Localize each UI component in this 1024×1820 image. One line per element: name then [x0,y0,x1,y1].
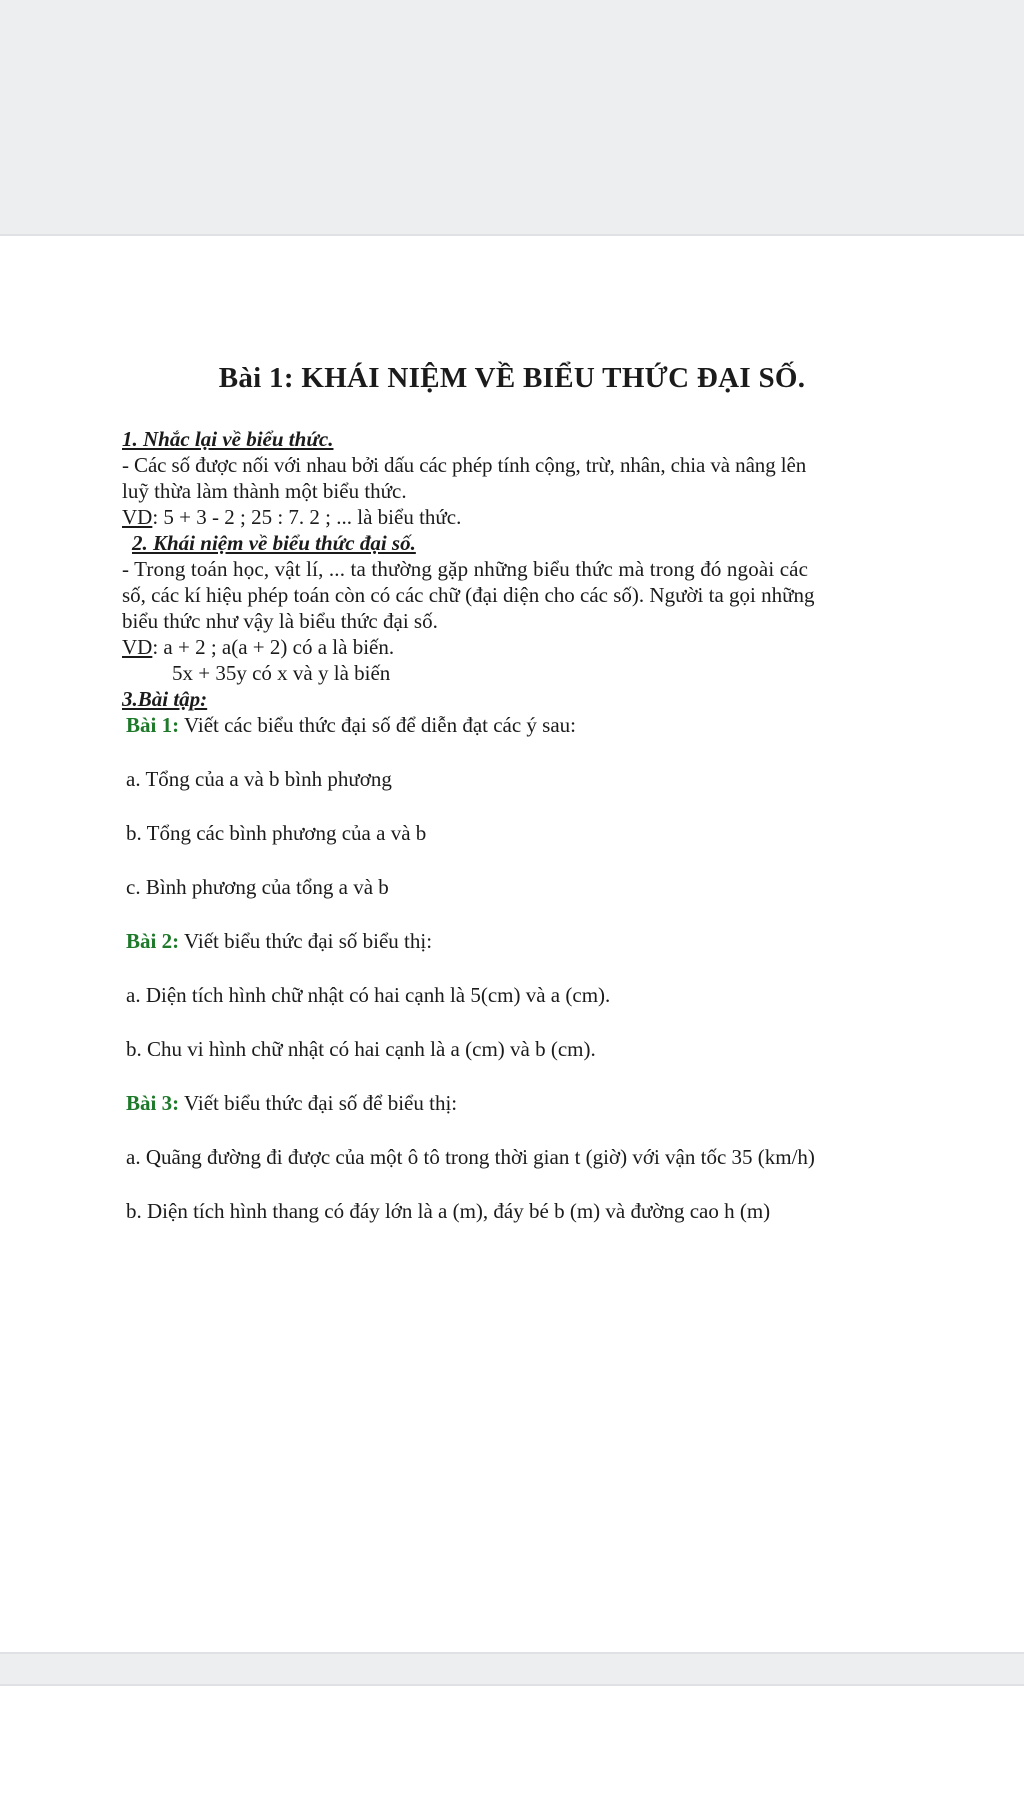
page-content [0,236,1024,1652]
exercise-text: Viết biểu thức đại số biểu thị: [179,929,433,953]
example-label: VD [122,635,153,659]
exercise-2-prompt [126,928,432,954]
exercise-label: Bài 2: [126,929,180,953]
exercise-3-prompt [126,1090,457,1116]
exercise-3-item-b: b. Diện tích hình thang có đáy lớn là a (m), đáy bé b (m) và đường cao h (m) [126,1199,771,1223]
section-2-paragraph-line-3: biểu thức như vậy là biểu thức đại số. [122,609,438,633]
exercise-text: Viết các biểu thức đại số để diễn đạt các ý sau: [179,713,577,737]
section-2-example-line-1 [122,634,394,660]
section-3-heading: 3.Bài tập: [122,687,208,711]
document-page-2 [0,1684,1024,1820]
exercise-3-item-a: a. Quãng đường đi được của một ô tô trong thời gian t (giờ) với vận tốc 35 (km/h) [126,1145,815,1169]
document-page-1 [0,234,1024,1654]
exercise-1-item-c: c. Bình phương của tổng a và b [126,875,389,899]
exercise-text: Viết biểu thức đại số để biểu thị: [179,1091,458,1115]
page-title: Bài 1: KHÁI NIỆM VỀ BIỂU THỨC ĐẠI SỐ. [218,362,806,394]
section-1-paragraph-line-2: luỹ thừa làm thành một biểu thức. [122,479,407,503]
exercise-1-item-a: a. Tổng của a và b bình phương [126,767,392,791]
section-2-paragraph-line-1: - Trong toán học, vật lí, ... ta thường gặp những biểu thức mà trong đó ngoài các [122,557,809,581]
section-1-example [122,504,461,530]
exercise-1-item-b: b. Tổng các bình phương của a và b [126,821,427,845]
exercise-1-prompt [126,712,576,738]
section-2-paragraph-line-2: số, các kí hiệu phép toán còn có các chữ (đại diện cho các số). Người ta gọi những [122,583,815,607]
example-text: : 5 + 3 - 2 ; 25 : 7. 2 ; ... là biểu thức. [152,505,462,529]
section-1-paragraph-line-1: - Các số được nối với nhau bởi dấu các phép tính cộng, trừ, nhân, chia và nâng lên [122,453,807,477]
exercise-label: Bài 1: [126,713,180,737]
exercise-2-item-a: a. Diện tích hình chữ nhật có hai cạnh là 5(cm) và a (cm). [126,983,611,1007]
exercise-label: Bài 3: [126,1091,180,1115]
exercise-2-item-b: b. Chu vi hình chữ nhật có hai cạnh là a (cm) và b (cm). [126,1037,596,1061]
section-1-heading: 1. Nhắc lại về biểu thức. [122,427,334,451]
section-2-example-line-2: 5x + 35y có x và y là biến [172,661,391,685]
example-label: VD [122,505,153,529]
example-text: : a + 2 ; a(a + 2) có a là biến. [152,635,395,659]
section-2-heading: 2. Khái niệm về biểu thức đại số. [132,531,416,555]
